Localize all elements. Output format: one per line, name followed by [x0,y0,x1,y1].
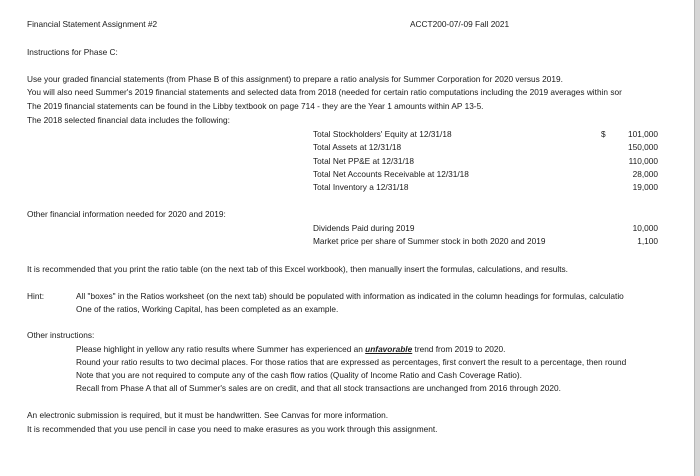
data-2018-label: Total Net Accounts Receivable at 12/31/18 [313,169,469,179]
hint-label: Hint: [27,291,45,301]
other-instructions-heading: Other instructions: [27,330,95,340]
other-info-label: Market price per share of Summer stock in both 2020 and 2019 [313,236,546,246]
print-recommendation: It is recommended that you print the ratio table (on the next tab of this Excel workbook), then manually insert the formulas, calculations, and results. [27,264,568,274]
data-2018-value: 28,000 [632,169,658,179]
instruction-line-4: Recall from Phase A that all of Summer's sales are on credit, and that all stock transactions are unchanged from 2016 through 2020. [76,383,561,393]
other-info-label: Dividends Paid during 2019 [313,223,415,233]
instruction-text: trend from 2019 to 2020. [412,344,506,354]
intro-line-1: Use your graded financial statements (from Phase B of this assignment) to prepare a ratio analysis for Summer Corporation for 2020 versus 2019. [27,74,563,84]
data-2018-label: Total Inventory a 12/31/18 [313,182,409,192]
data-2018-label: Total Assets at 12/31/18 [313,142,402,152]
data-2018-value: 101,000 [628,129,658,139]
data-2018-value: 19,000 [632,182,658,192]
data-2018-label: Total Stockholders' Equity at 12/31/18 [313,129,452,139]
window-edge [695,0,700,476]
other-info-value: 1,100 [637,236,658,246]
other-info-value: 10,000 [632,223,658,233]
course-label: ACCT200-07/-09 Fall 2021 [410,19,510,29]
closing-line-2: It is recommended that you use pencil in case you need to make erasures as you work through this assignment. [27,424,438,434]
phase-heading: Instructions for Phase C: [27,47,118,57]
data-2018-value: 110,000 [628,156,658,166]
instruction-line-3: Note that you are not required to compute any of the cash flow ratios (Quality of Income Ratio and Cash Coverage Ratio). [76,370,522,380]
hint-line-1: All "boxes" in the Ratios worksheet (on the next tab) should be populated with information as indicated in the column headings for formulas, calculatio [76,291,624,301]
instruction-line-1 [76,345,505,353]
data-2018-label: Total Net PP&E at 12/31/18 [313,156,415,166]
document-title: Financial Statement Assignment #2 [27,19,158,29]
unfavorable-emphasis: unfavorable [365,344,413,354]
instruction-text: Please highlight in yellow any ratio results where Summer has experienced an [76,344,366,354]
intro-line-4: The 2018 selected financial data includes the following: [27,115,230,125]
other-info-heading: Other financial information needed for 2020 and 2019: [27,209,226,219]
closing-line-1: An electronic submission is required, but it must be handwritten. See Canvas for more information. [27,410,389,420]
intro-line-2: You will also need Summer's 2019 financial statements and selected data from 2018 (needed for certain ratio computations including the 2019 averages within sor [27,87,622,97]
hint-line-2: One of the ratios, Working Capital, has been completed as an example. [76,304,339,314]
currency-symbol: $ [601,129,606,139]
instruction-line-2: Round your ratio results to two decimal places. For those ratios that are expressed as percentages, first convert the result to a percentage, then round [76,357,627,367]
intro-line-3: The 2019 financial statements can be found in the Libby textbook on page 714 - they are the Year 1 amounts within AP 13-5. [27,101,484,111]
data-2018-value: 150,000 [628,142,658,152]
